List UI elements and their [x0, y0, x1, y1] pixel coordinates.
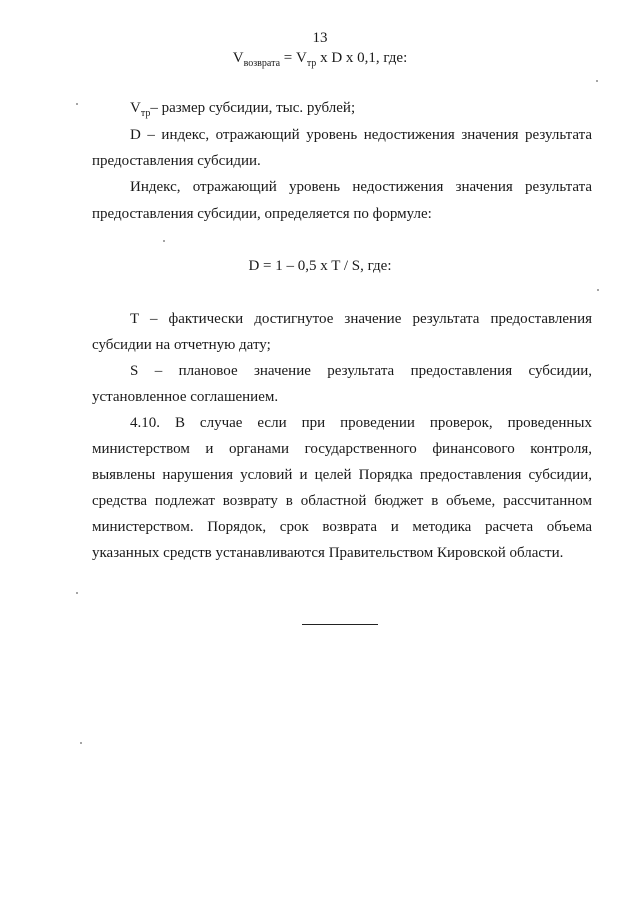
formula-return-volume — [0, 50, 640, 69]
formula-lhs-sub: возврата — [243, 58, 281, 69]
definition-v — [130, 100, 592, 119]
closing-rule — [302, 624, 378, 625]
scan-speck — [76, 592, 78, 594]
formula-index-d: D = 1 – 0,5 x T / S, где: — [248, 258, 392, 274]
scan-speck — [76, 103, 78, 105]
paragraph-4-10-line1: 4.10. В случае если при проведении проверок, проведенных — [130, 415, 592, 431]
paragraph-4-10-line3: выявлены нарушения условий и целей Порядка предоставления субсидии, — [92, 467, 592, 483]
formula-lhs: V — [232, 50, 244, 66]
formula-rest: x D x 0,1, где: — [316, 50, 408, 66]
scan-speck — [80, 742, 82, 744]
definition-d-line1: D – индекс, отражающий уровень недостижения значения результата — [130, 127, 592, 143]
paragraph-4-10-line6: указанных средств устанавливаются Правительством Кировской области. — [92, 545, 564, 561]
formula-mid: = V — [280, 50, 307, 66]
definition-s-line1: S – плановое значение результата предоставления субсидии, — [130, 363, 592, 379]
paragraph-4-10-line4: средства подлежат возврату в областной бюджет в объеме, рассчитанном — [92, 493, 592, 509]
definition-t-line1: T – фактически достигнутое значение результата предоставления — [130, 311, 592, 327]
def-v-text: – размер субсидии, тыс. рублей; — [150, 100, 356, 116]
paragraph-4-10-line5: министерством. Порядок, срок возврата и методика расчета объема — [92, 519, 592, 535]
page-number: 13 — [312, 30, 328, 46]
def-v-sub: тр — [140, 108, 151, 119]
definition-s-line2: установленное соглашением. — [92, 389, 279, 405]
def-v-symbol: V — [130, 100, 141, 116]
paragraph-4-10-line2: министерством и органами государственного финансового контроля, — [92, 441, 592, 457]
scan-speck — [597, 289, 599, 291]
index-paragraph-line2: предоставления субсидии, определяется по формуле: — [92, 206, 432, 222]
index-paragraph-line1: Индекс, отражающий уровень недостижения значения результата — [130, 179, 592, 195]
definition-t-line2: субсидии на отчетную дату; — [92, 337, 271, 353]
scan-speck — [163, 240, 165, 242]
formula-mid-sub: тр — [306, 58, 317, 69]
definition-d-line2: предоставления субсидии. — [92, 153, 261, 169]
scan-speck — [596, 80, 598, 82]
